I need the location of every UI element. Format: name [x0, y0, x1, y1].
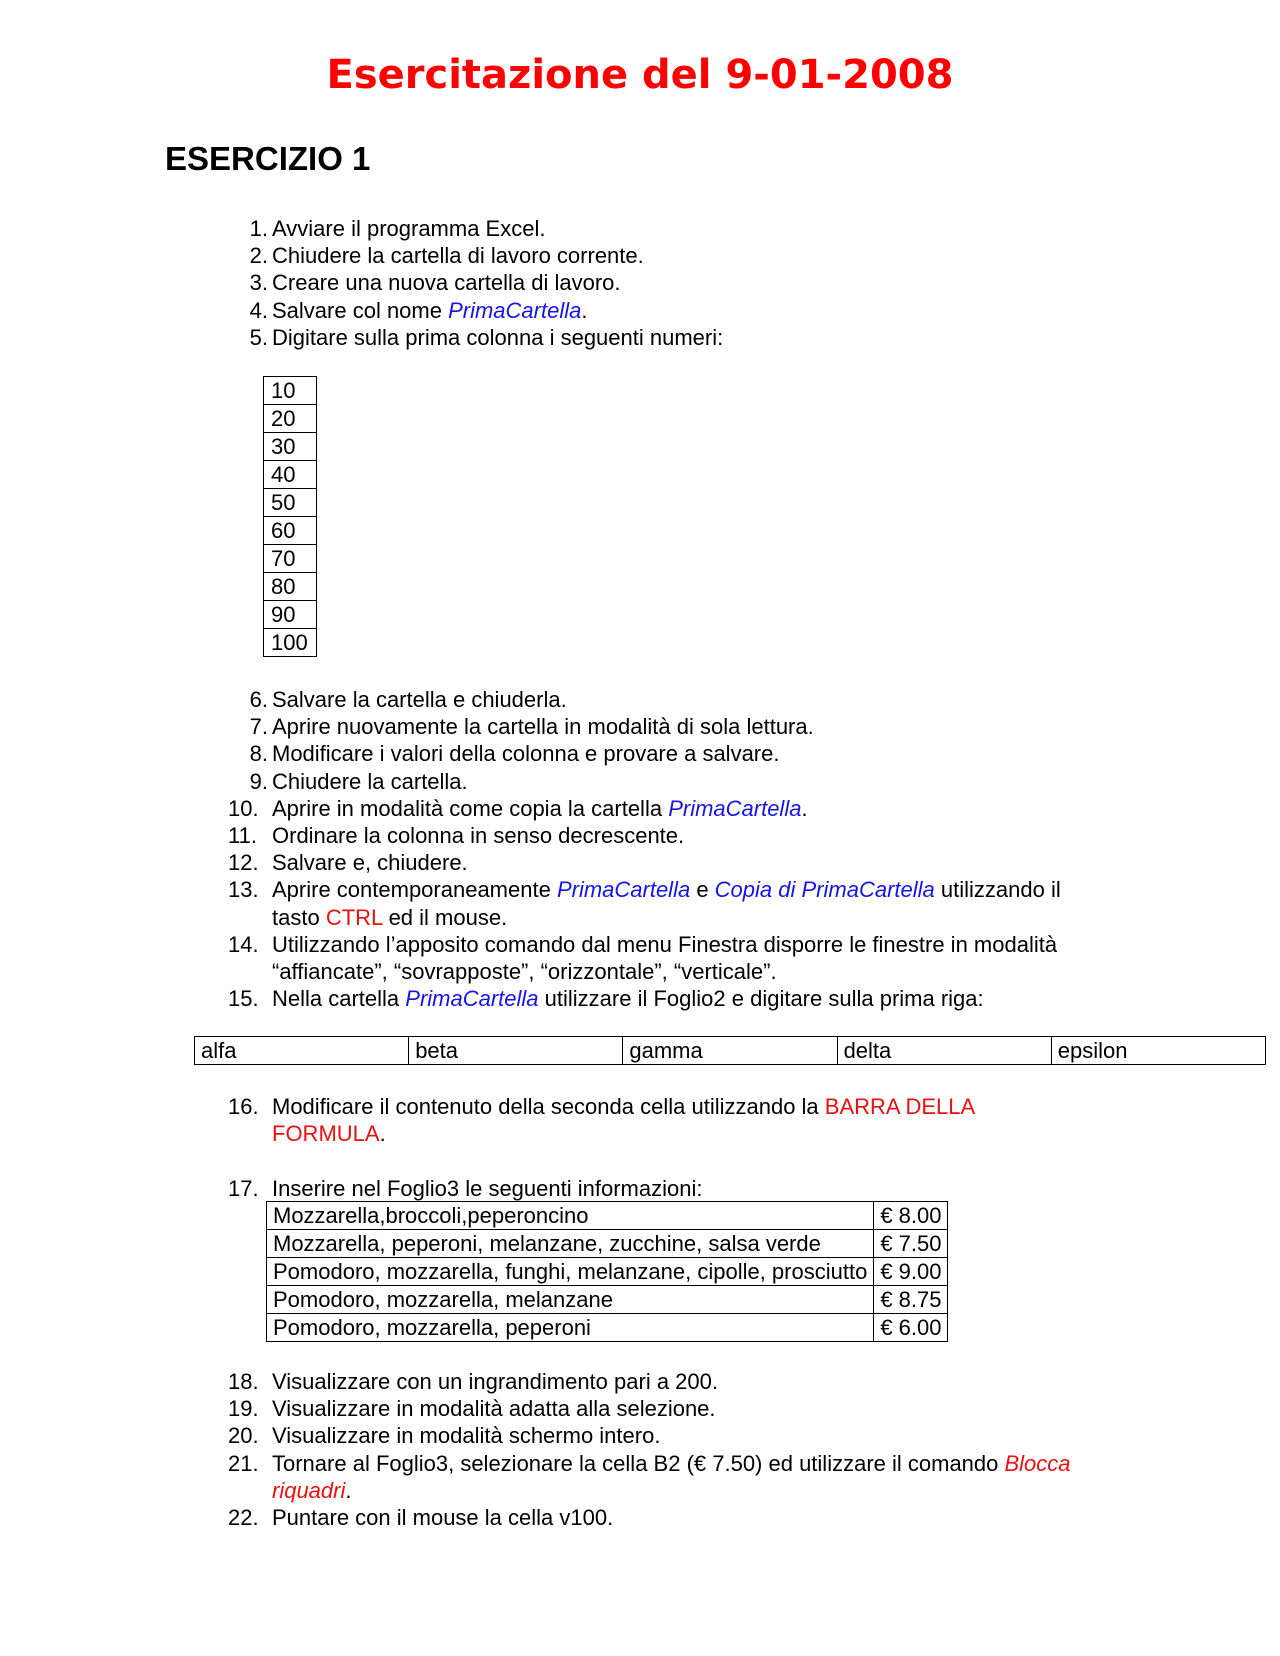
- highlighted-text: CTRL: [325, 904, 383, 930]
- table-row: [264, 545, 317, 573]
- item-text: Chiudere la cartella di lavoro corrente.: [272, 243, 644, 269]
- highlighted-text: PrimaCartella: [556, 877, 691, 903]
- list-item: [228, 849, 1112, 876]
- greek-cell: delta: [837, 1037, 1051, 1065]
- table-row: [267, 1258, 948, 1286]
- pizza-price-cell: € 8.75: [874, 1286, 948, 1314]
- list-item: [228, 822, 1112, 849]
- number-cell: 60: [264, 517, 317, 545]
- item-number: 11.: [228, 823, 257, 849]
- pizza-ingredients-cell: Mozzarella, peperoni, melanzane, zucchine, salsa verde: [267, 1230, 874, 1258]
- item-number: 10.: [228, 795, 259, 821]
- table-row: [267, 1314, 948, 1342]
- number-cell: 30: [264, 433, 317, 461]
- item-number: 13.: [228, 877, 259, 903]
- list-item: [228, 795, 1112, 822]
- table-row: [267, 1286, 948, 1314]
- number-cell: 90: [264, 601, 317, 629]
- table-row: [264, 489, 317, 517]
- pizza-price-cell: € 7.50: [874, 1230, 948, 1258]
- greek-row-table: [194, 1036, 1266, 1065]
- table-row: [264, 433, 317, 461]
- list-item: [232, 215, 723, 242]
- list-item: [228, 876, 1112, 930]
- item-number: 20.: [228, 1423, 259, 1449]
- item-text: Chiudere la cartella.: [272, 768, 468, 794]
- highlighted-text: PrimaCartella: [448, 297, 582, 323]
- item-text: ed il mouse.: [382, 904, 508, 930]
- table-row: [264, 517, 317, 545]
- item-text: Visualizzare in modalità adatta alla selezione.: [272, 1396, 716, 1422]
- highlighted-text: Blocca riquadri: [272, 1450, 1071, 1503]
- item-number: 22.: [228, 1505, 259, 1531]
- item-text: e: [690, 877, 715, 903]
- item-text: Modificare il contenuto della seconda cella utilizzando la: [272, 1094, 825, 1119]
- item-text: Aprire nuovamente la cartella in modalità di sola lettura.: [272, 714, 814, 740]
- list-item: [232, 242, 723, 269]
- number-cell: 70: [264, 545, 317, 573]
- list-item: [232, 713, 1112, 740]
- item-text: Salvare la cartella e chiuderla.: [272, 687, 567, 712]
- list-item: [232, 740, 1112, 767]
- list-item: [228, 931, 1112, 985]
- item-number: 2.: [249, 243, 268, 269]
- item-text: Ordinare la colonna in senso decrescente.: [272, 823, 685, 849]
- item-text: .: [801, 795, 808, 821]
- pizza-ingredients-cell: Pomodoro, mozzarella, peperoni: [267, 1314, 874, 1342]
- list-item: [232, 269, 723, 296]
- item-text: Salvare e, chiudere.: [272, 850, 468, 876]
- item-text: Visualizzare con un ingrandimento pari a 200.: [272, 1369, 718, 1394]
- highlighted-text: BARRA DELLA FORMULA: [272, 1094, 974, 1147]
- item-number: 3.: [249, 270, 268, 296]
- list-item: [232, 297, 723, 324]
- exercise-heading: ESERCIZIO 1: [165, 140, 371, 177]
- pizza-ingredients-cell: Mozzarella,broccoli,peperoncino: [267, 1202, 874, 1230]
- item-number: 18.: [228, 1369, 259, 1394]
- greek-cell: gamma: [623, 1037, 837, 1065]
- item-number: 9.: [249, 768, 268, 794]
- highlighted-text: PrimaCartella: [405, 986, 539, 1012]
- item-text: Nella cartella: [272, 986, 406, 1012]
- table-row: [267, 1202, 948, 1230]
- item-text: Aprire contemporaneamente: [272, 877, 557, 903]
- table-row: [264, 405, 317, 433]
- pizza-ingredients-cell: Pomodoro, mozzarella, melanzane: [267, 1286, 874, 1314]
- number-cell: 50: [264, 489, 317, 517]
- table-row: [264, 377, 317, 405]
- table-row: [264, 461, 317, 489]
- table-row: [264, 573, 317, 601]
- item-number: 14.: [228, 931, 259, 957]
- item-text: .: [581, 297, 588, 323]
- list-item: [228, 985, 1112, 1012]
- list-item: [228, 1395, 1072, 1422]
- item-text: Aprire in modalità come copia la cartella: [272, 795, 669, 821]
- number-cell: 40: [264, 461, 317, 489]
- item-number: 4.: [249, 297, 268, 323]
- pizza-ingredients-cell: Pomodoro, mozzarella, funghi, melanzane, cipolle, prosciutto: [267, 1258, 874, 1286]
- step-list-6-15: [228, 686, 1112, 1012]
- item-text: Puntare con il mouse la cella v100.: [272, 1505, 614, 1531]
- item-number: 8.: [249, 741, 268, 767]
- number-cell: 10: [264, 377, 317, 405]
- table-row: [267, 1230, 948, 1258]
- list-item: [228, 1450, 1072, 1504]
- item-text: Digitare sulla prima colonna i seguenti numeri:: [272, 324, 724, 350]
- table-row: [264, 629, 317, 657]
- table-row: [264, 601, 317, 629]
- item-number: 12.: [228, 850, 259, 876]
- item-text: Visualizzare in modalità schermo intero.: [272, 1423, 661, 1449]
- pizza-table: [266, 1201, 948, 1342]
- number-cell: 80: [264, 573, 317, 601]
- item-number: 7.: [249, 714, 268, 740]
- item-text: Creare una nuova cartella di lavoro.: [272, 270, 621, 296]
- document-title: Esercitazione del 9-01-2008: [326, 52, 954, 98]
- numbers-table: [263, 376, 317, 657]
- item-number: 19.: [228, 1396, 259, 1422]
- item-number: 1.: [249, 216, 268, 241]
- list-item: [228, 1093, 1012, 1147]
- list-item: [232, 768, 1112, 795]
- item-number: 6.: [249, 687, 268, 712]
- item-number: 17.: [228, 1176, 259, 1201]
- item-text: Modificare i valori della colonna e provare a salvare.: [272, 741, 780, 767]
- item-number: 5.: [249, 324, 268, 350]
- item-text: utilizzare il Foglio2 e digitare sulla prima riga:: [538, 986, 984, 1012]
- greek-cell: beta: [409, 1037, 623, 1065]
- highlighted-text: PrimaCartella: [668, 795, 802, 821]
- item-text: Inserire nel Foglio3 le seguenti informazioni:: [272, 1176, 703, 1201]
- table-row: [195, 1037, 1266, 1065]
- pizza-price-cell: € 6.00: [874, 1314, 948, 1342]
- list-item: [228, 1175, 703, 1202]
- pizza-price-cell: € 9.00: [874, 1258, 948, 1286]
- greek-cell: alfa: [195, 1037, 409, 1065]
- item-text: Utilizzando l’apposito comando dal menu Finestra disporre le finestre in modalità “affiancate”, “sovrapposte”, “orizzontale”, “verticale”.: [272, 931, 1058, 985]
- item-number: 16.: [228, 1094, 259, 1119]
- item-number: 15.: [228, 986, 259, 1012]
- number-cell: 20: [264, 405, 317, 433]
- greek-cell: epsilon: [1051, 1037, 1265, 1065]
- item-text: Salvare col nome: [272, 297, 449, 323]
- item-text: Avviare il programma Excel.: [272, 216, 546, 241]
- step-list-1-5: [232, 215, 723, 351]
- list-item: [232, 686, 1112, 713]
- item-text: .: [379, 1121, 386, 1147]
- item-number: 21.: [228, 1450, 259, 1476]
- list-item: [228, 1368, 1072, 1395]
- highlighted-text: Copia di PrimaCartella: [714, 877, 935, 903]
- item-text: utilizzando il tasto: [272, 877, 1061, 930]
- step-list-16: [228, 1093, 1012, 1147]
- step-list-17: [228, 1175, 703, 1202]
- pizza-price-cell: € 8.00: [874, 1202, 948, 1230]
- list-item: [228, 1504, 1072, 1531]
- item-text: .: [345, 1477, 352, 1503]
- step-list-18-22: [228, 1368, 1072, 1531]
- item-text: Tornare al Foglio3, selezionare la cella B2 (€ 7.50) ed utilizzare il comando: [272, 1450, 1005, 1476]
- number-cell: 100: [264, 629, 317, 657]
- list-item: [228, 1422, 1072, 1449]
- list-item: [232, 324, 723, 351]
